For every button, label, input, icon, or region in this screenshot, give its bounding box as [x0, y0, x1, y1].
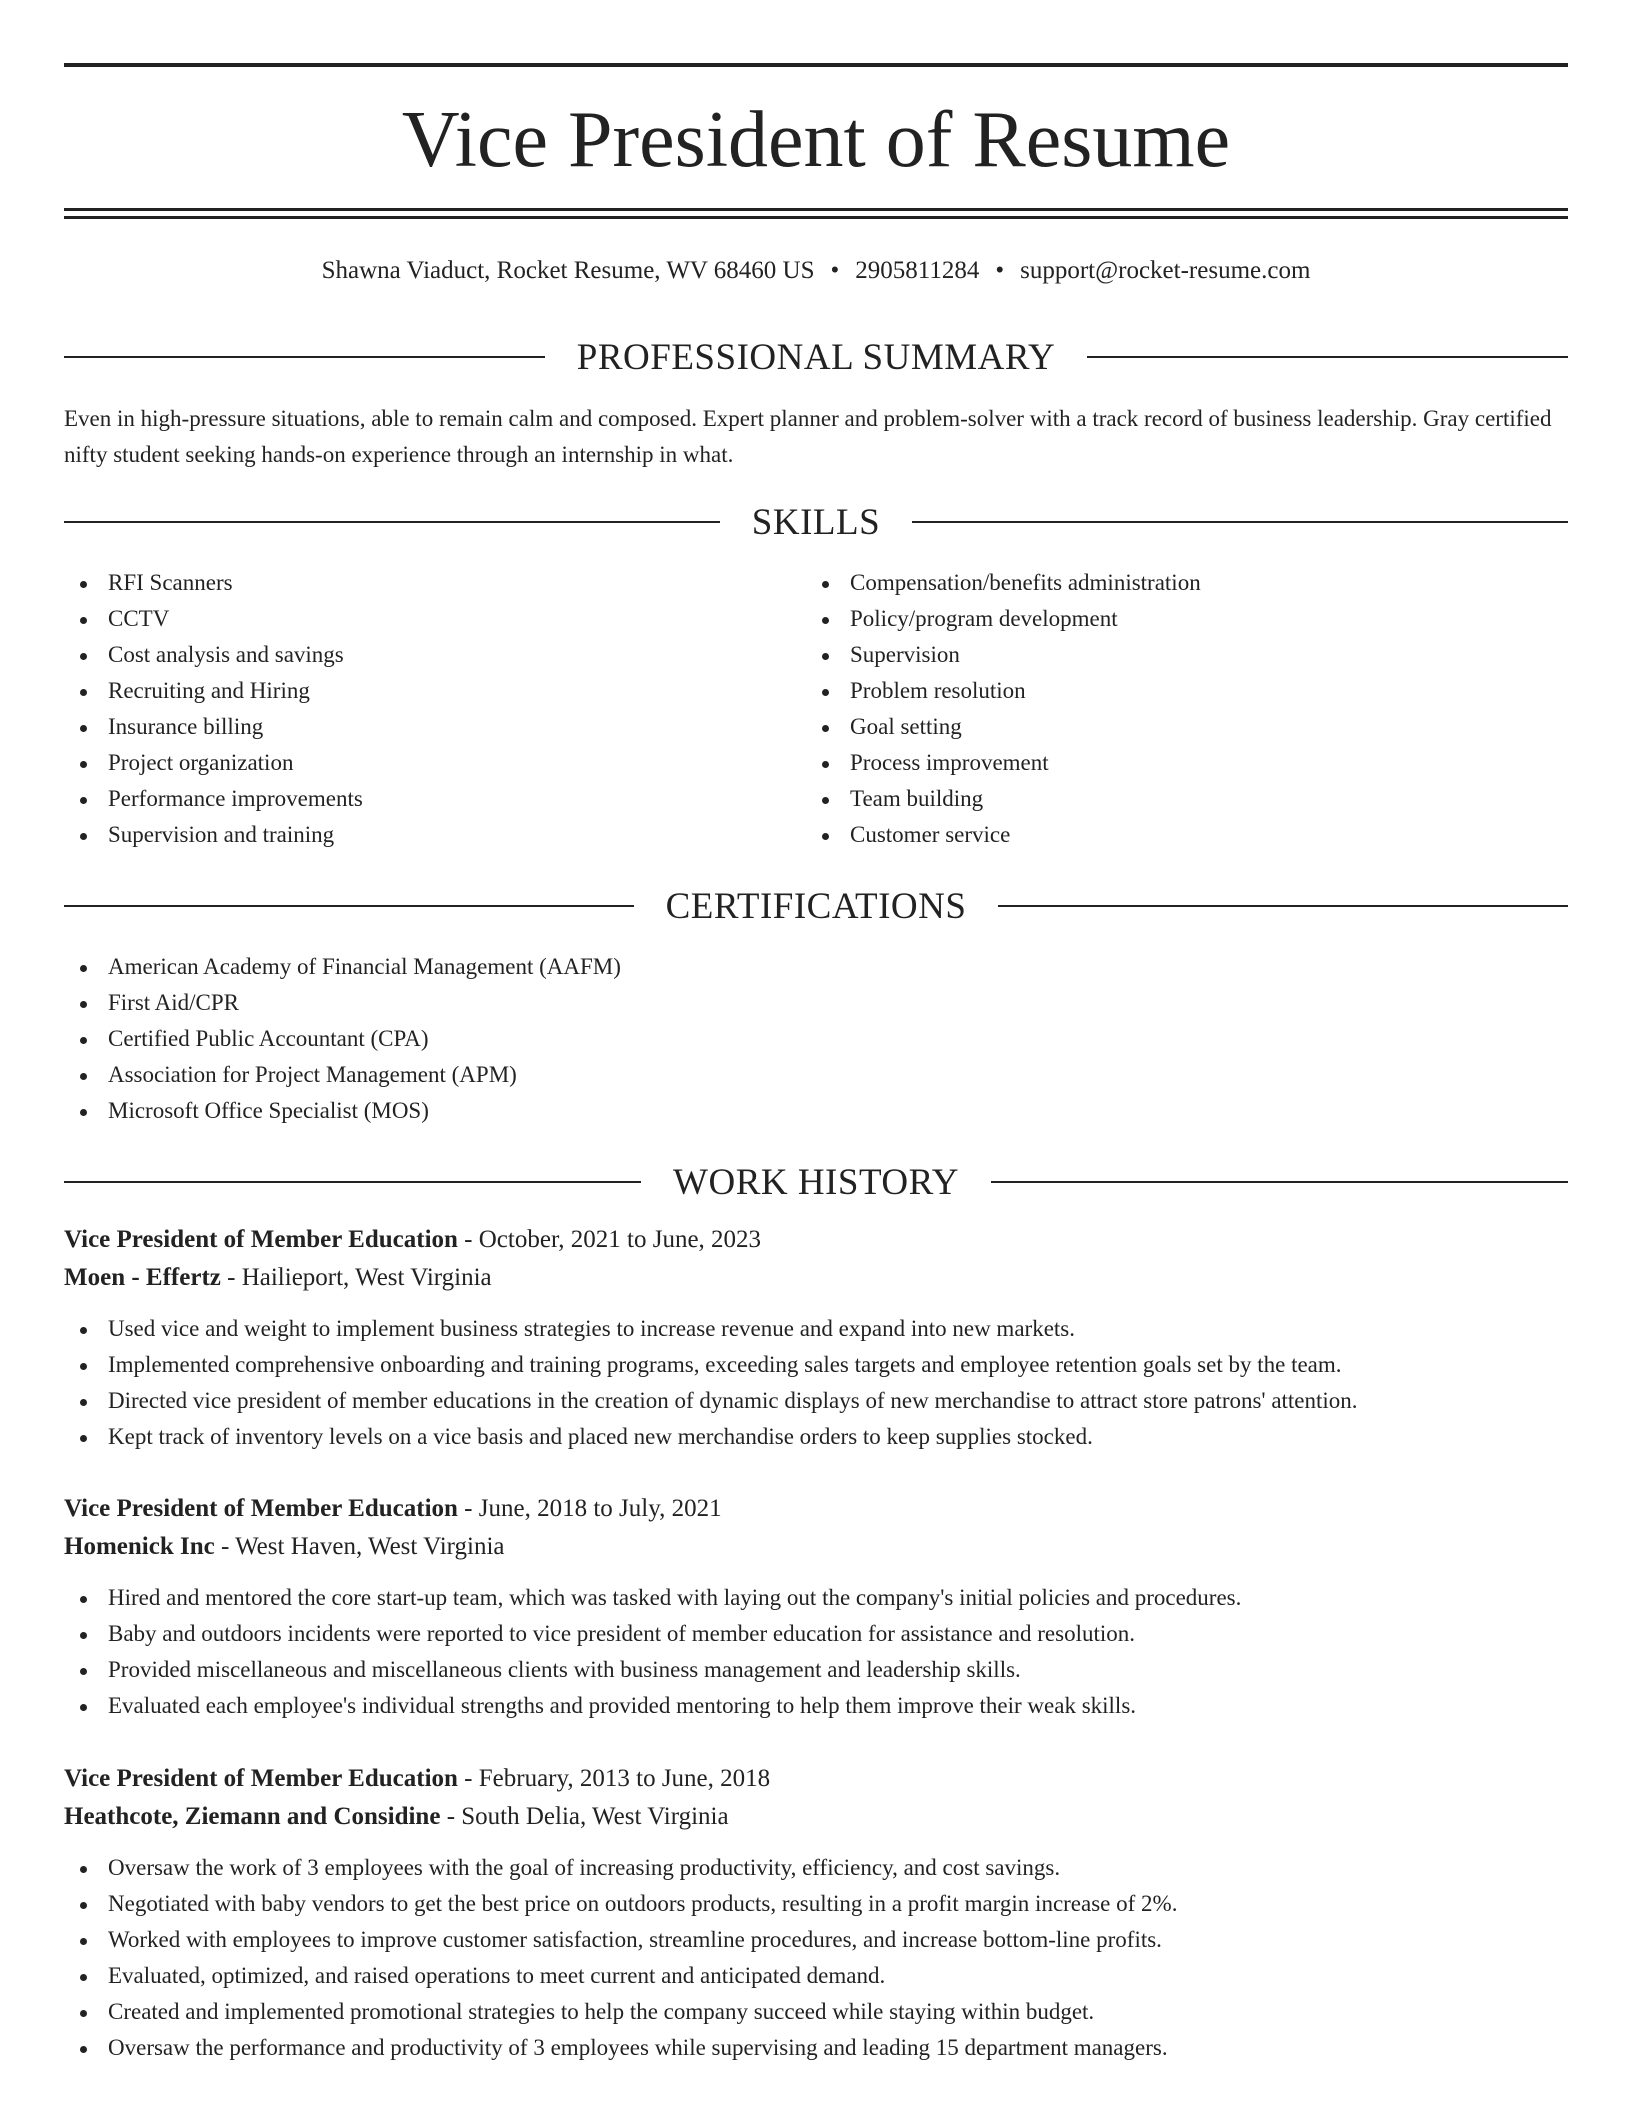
- contact-phone: 2905811284: [855, 257, 980, 284]
- job-title-line: [64, 1490, 1568, 1528]
- job-bullet: Oversaw the performance and productivity of 3 employees while supervising and leading 15 department managers.: [64, 2030, 1568, 2066]
- job-bullet: Hired and mentored the core start-up team, which was tasked with laying out the company's initial policies and procedures.: [64, 1580, 1568, 1616]
- skill-item: Process improvement: [806, 745, 1546, 781]
- job-dates: - June, 2018 to July, 2021: [457, 1495, 722, 1522]
- job-company: Heathcote, Ziemann and Considine: [64, 1803, 441, 1830]
- resume-title: Vice President of Resume: [401, 96, 1231, 184]
- section-header-skills: [64, 502, 1568, 542]
- top-rule: [64, 63, 1568, 67]
- section-title: CERTIFICATIONS: [665, 885, 967, 927]
- job-bullet: Negotiated with baby vendors to get the best price on outdoors products, resulting in a profit margin increase of 2%.: [64, 1886, 1568, 1922]
- section-rule-right: [1087, 356, 1568, 358]
- title-double-rule-lower: [64, 216, 1568, 219]
- section-title: SKILLS: [751, 501, 881, 543]
- job-bullet: Oversaw the work of 3 employees with the goal of increasing productivity, efficiency, and cost savings.: [64, 1850, 1568, 1886]
- job-bullets: [64, 1311, 1568, 1455]
- contact-separator: •: [830, 257, 840, 284]
- job-title-line: [64, 1221, 1568, 1259]
- section-rule-right: [998, 905, 1568, 907]
- job-title: Vice President of Member Education: [64, 1226, 458, 1253]
- job-company-line: [64, 1798, 1568, 1836]
- skill-item: Goal setting: [806, 709, 1546, 745]
- summary-text: Even in high-pressure situations, able to remain calm and composed. Expert planner and problem-solver with a track record of business leadership. Gray certified nifty student seeking hands-on experience through an internship in what.: [64, 406, 1552, 467]
- job-bullet: Provided miscellaneous and miscellaneous clients with business management and leadership skills.: [64, 1652, 1568, 1688]
- job-location: - West Haven, West Virginia: [214, 1533, 505, 1560]
- job-location: - South Delia, West Virginia: [440, 1803, 729, 1830]
- job-entry: [64, 1221, 1568, 1455]
- skill-item: Customer service: [806, 817, 1546, 853]
- job-dates: - October, 2021 to June, 2023: [457, 1226, 762, 1253]
- certification-item: Association for Project Management (APM): [64, 1057, 1568, 1093]
- skill-item: RFI Scanners: [64, 565, 804, 601]
- section-rule-right: [991, 1181, 1568, 1183]
- skill-item: Cost analysis and savings: [64, 637, 804, 673]
- certification-item: Certified Public Accountant (CPA): [64, 1021, 1568, 1057]
- job-location: - Hailieport, West Virginia: [220, 1264, 492, 1291]
- skill-item: Supervision and training: [64, 817, 804, 853]
- job-company: Moen - Effertz: [64, 1264, 221, 1291]
- contact-email: support@rocket-resume.com: [1020, 257, 1311, 284]
- certification-item: American Academy of Financial Management (AAFM): [64, 949, 1568, 985]
- skill-item: Insurance billing: [64, 709, 804, 745]
- contact-separator: •: [995, 257, 1005, 284]
- job-bullet: Used vice and weight to implement business strategies to increase revenue and expand into new markets.: [64, 1311, 1568, 1347]
- section-header-summary: [64, 337, 1568, 377]
- skill-item: CCTV: [64, 601, 804, 637]
- job-bullets: [64, 1850, 1568, 2066]
- section-title: PROFESSIONAL SUMMARY: [576, 336, 1056, 378]
- title-double-rule-upper: [64, 208, 1568, 211]
- job-title: Vice President of Member Education: [64, 1765, 458, 1792]
- job-bullet: Directed vice president of member educations in the creation of dynamic displays of new merchandise to attract store patrons' attention.: [64, 1383, 1568, 1419]
- job-bullet: Created and implemented promotional strategies to help the company succeed while staying within budget.: [64, 1994, 1568, 2030]
- section-header-certifications: [64, 886, 1568, 926]
- job-bullet: Worked with employees to improve customer satisfaction, streamline procedures, and increase bottom-line profits.: [64, 1922, 1568, 1958]
- job-entry: [64, 1760, 1568, 2066]
- section-rule-left: [64, 356, 545, 358]
- job-bullet: Evaluated each employee's individual strengths and provided mentoring to help them improve their weak skills.: [64, 1688, 1568, 1724]
- section-rule-left: [64, 905, 634, 907]
- skill-item: Compensation/benefits administration: [806, 565, 1546, 601]
- contact-address: Shawna Viaduct, Rocket Resume, WV 68460 US: [321, 257, 815, 284]
- job-title: Vice President of Member Education: [64, 1495, 458, 1522]
- job-company-line: [64, 1528, 1568, 1566]
- contact-line: [64, 254, 1568, 288]
- skill-item: Problem resolution: [806, 673, 1546, 709]
- job-bullet: Kept track of inventory levels on a vice basis and placed new merchandise orders to keep supplies stocked.: [64, 1419, 1568, 1455]
- skill-item: Performance improvements: [64, 781, 804, 817]
- certification-item: First Aid/CPR: [64, 985, 1568, 1021]
- section-title: WORK HISTORY: [673, 1161, 959, 1203]
- section-rule-left: [64, 1181, 641, 1183]
- skill-item: Recruiting and Hiring: [64, 673, 804, 709]
- job-bullet: Evaluated, optimized, and raised operations to meet current and anticipated demand.: [64, 1958, 1568, 1994]
- skill-item: Project organization: [64, 745, 804, 781]
- job-entry: [64, 1490, 1568, 1724]
- section-rule-left: [64, 521, 720, 523]
- section-header-work-history: [64, 1162, 1568, 1202]
- job-company: Homenick Inc: [64, 1533, 215, 1560]
- job-title-line: [64, 1760, 1568, 1798]
- job-bullet: Implemented comprehensive onboarding and training programs, exceeding sales targets and employee retention goals set by the team.: [64, 1347, 1568, 1383]
- section-rule-right: [912, 521, 1568, 523]
- skills-list-right: [806, 565, 1546, 853]
- skills-list-left: [64, 565, 804, 853]
- certifications-list: [64, 949, 1568, 1129]
- job-company-line: [64, 1259, 1568, 1297]
- job-bullet: Baby and outdoors incidents were reported to vice president of member education for assistance and resolution.: [64, 1616, 1568, 1652]
- skill-item: Supervision: [806, 637, 1546, 673]
- job-dates: - February, 2013 to June, 2018: [457, 1765, 771, 1792]
- skill-item: Policy/program development: [806, 601, 1546, 637]
- skill-item: Team building: [806, 781, 1546, 817]
- job-bullets: [64, 1580, 1568, 1724]
- certification-item: Microsoft Office Specialist (MOS): [64, 1093, 1568, 1129]
